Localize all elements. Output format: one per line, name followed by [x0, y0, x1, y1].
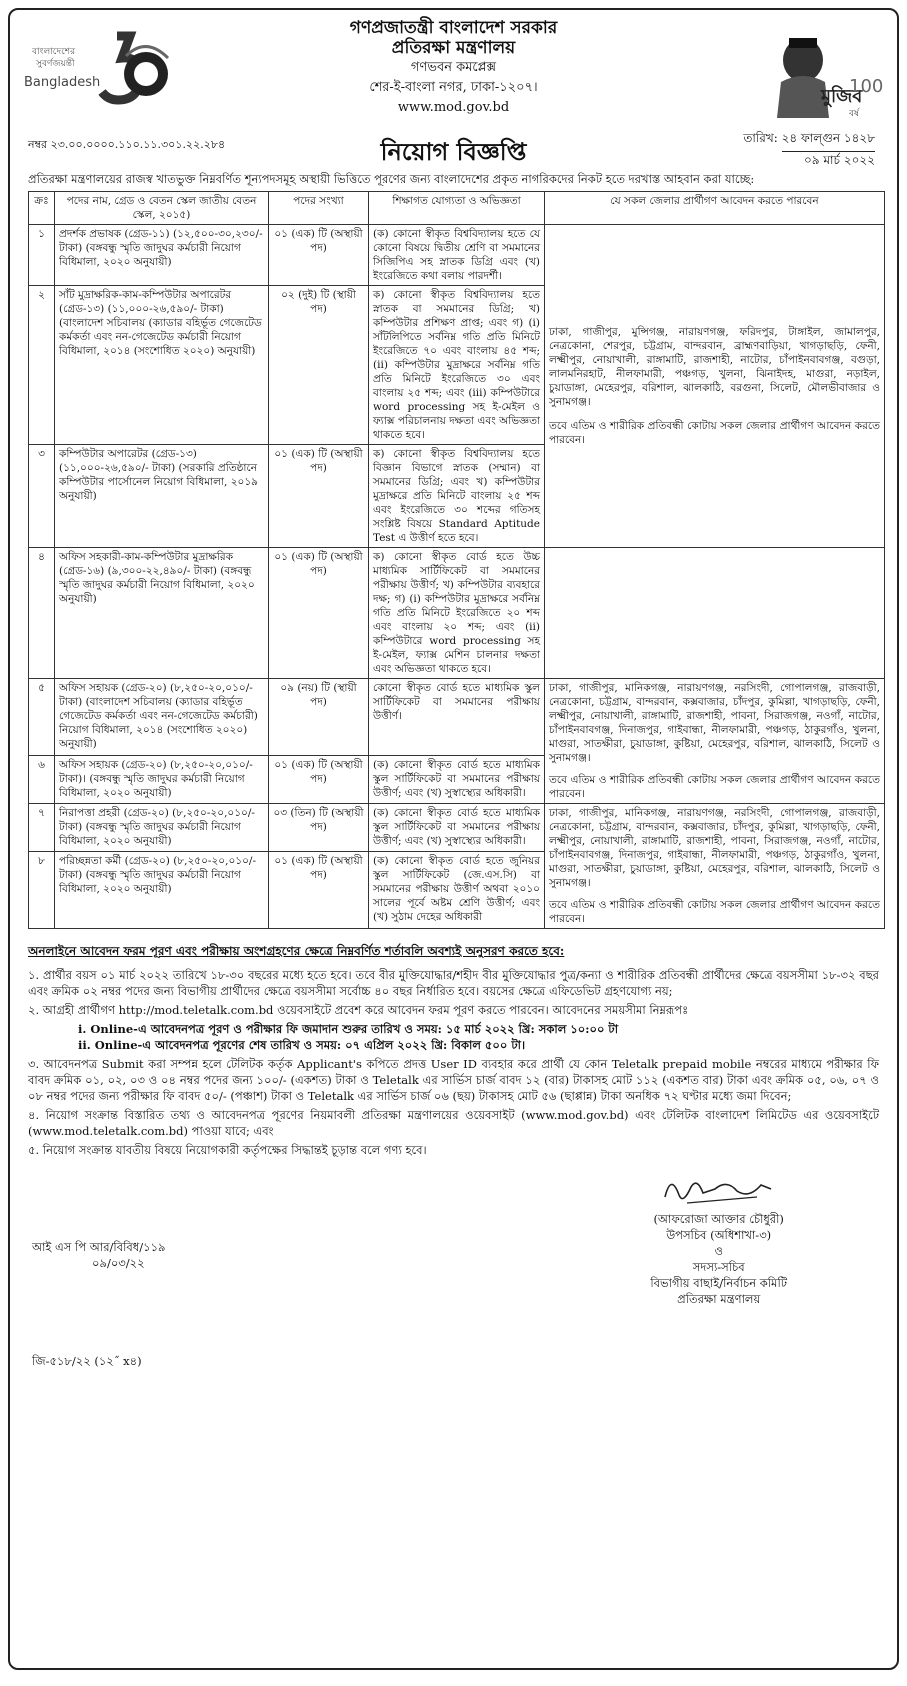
- mujib-sub: বর্ষ: [849, 109, 859, 119]
- memo-row: [10, 130, 897, 172]
- website: www.mod.gov.bd: [397, 100, 510, 115]
- mujib-text: মুজিব: [821, 86, 863, 107]
- table-row: [29, 548, 885, 679]
- row-post: প্রদর্শক প্রভাষক (গ্রেড-১১) (১২,৫০০-৩০,২৩০/- টাকা) (বঙ্গবন্ধু স্মৃতি জাদুঘর কর্মচারী নিয়োগ বিধিমালা, ২০২০ অনুযায়ী): [55, 225, 269, 286]
- row-serial: ৮: [29, 852, 55, 929]
- districts-list-b: ঢাকা, গাজীপুর, মানিকগঞ্জ, নারায়ণগঞ্জ, নরসিংদী, গোপালগঞ্জ, রাজবাড়ী, নেত্রকোনা, চট্টগ্রাম, বান্দরবান, কক্সবাজার, চাঁদপুর, কুমিল্লা, খাগড়াছড়ি, ফেনী, লক্ষ্মীপুর, নোয়াখালী, রাঙ্গামাটি, রাজশাহী, পাবনা, সিরাজগঞ্জ, নওগাঁ, নাটোর, চাঁপাইনবাবগঞ্জ, দিনাজপুর, গাইবান্ধা, নীলফামারী, পঞ্চগড়, ঠাকুরগাঁও, খুলনা, মাগুরা, সাতক্ষীরা, চুয়াডাঙ্গা, কুষ্টিয়া, মেহেরপুর, বরিশাল, ঝালকাঠি, সিলেট ও সুনামগঞ্জ।: [549, 682, 880, 764]
- header: [10, 10, 897, 130]
- signatory-role-1: সদস্য-সচিব: [692, 1260, 745, 1274]
- condition-2-i: i. Online-এ আবেদনপত্র পূরণ ও পরীক্ষার ফি জমাদান শুরুর তারিখ ও সময়: ১৫ মার্চ ২০২২ খ্রি: সকাল ১০:০০ টা: [78, 1022, 619, 1036]
- mujib-number: 100: [849, 76, 883, 97]
- row-count: ০১ (এক) টি (অস্থায়ী পদ): [269, 852, 369, 929]
- row-count: ০২ (দুই) টি (স্থায়ী পদ): [269, 286, 369, 445]
- table-header-row: [29, 192, 885, 225]
- districts-cell-c: [545, 804, 885, 929]
- condition-1: ১. প্রার্থীর বয়স ০১ মার্চ ২০২২ তারিখে ১৮-৩০ বছরের মধ্যে হতে হবে। তবে বীর মুক্তিযোদ্ধার/শহীদ বীর মুক্তিযোদ্ধার পুত্র/কন্যা ও শারীরিক প্রতিবন্ধী প্রার্থীদের ক্ষেত্রে বয়সসীমা ১৮-৩২ বছর এবং ক্রমিক ০২ নম্বর পদের জন্য বিভাগীয় প্রার্থীদের ক্ষেত্রে বয়সসীমা সর্বোচ্চ ৪০ বছর নির্ধারিত হবে। বয়সের ক্ষেত্রে এফিডেভিট গ্রহণযোগ্য নয়;: [28, 968, 879, 998]
- memo-number: নম্বর ২৩.০০.০০০০.১১০.১১.৩০১.২২.২৮৪: [28, 138, 226, 151]
- signature-image: [657, 1167, 777, 1213]
- row-post: পরিচ্ছন্নতা কর্মী (গ্রেড-২০) (৮,২৫০-২০,০১০/- টাকা) (বঙ্গবন্ধু স্মৃতি জাদুঘর কর্মচারী নিয়োগ বিধিমালা, ২০২০ অনুযায়ী): [55, 852, 269, 929]
- row-serial: ৬: [29, 755, 55, 803]
- row-post: নিরাপত্তা প্রহরী (গ্রেড-২০) (৮,২৫০-২০,০১০/- টাকা) (বঙ্গবন্ধু স্মৃতি জাদুঘর কর্মচারী নিয়োগ বিধিমালা, ২০২০ অনুযায়ী): [55, 804, 269, 852]
- condition-3: ৩. আবেদনপত্র Submit করা সম্পন্ন হলে টেলিটক কর্তৃক Applicant's কপিতে প্রদত্ত User ID ব্যবহার করে প্রার্থী যে কোন Teletalk prepaid mobile নম্বরের মাধ্যমে পরীক্ষার ফি বাবদ ক্রমিক ০১, ০২, ০৩ ও ০৪ নম্বর পদের জন্য ১০০/- (একশত) টাকা ও Teletalk এর সার্ভিস চার্জ বাবদ ১২ (বার) টাকাসহ মোট ১১২ (একশত বার) টাকা এবং ক্রমিক ০৫, ০৬, ০৭ ও ০৮ নম্বর পদের জন্য পরীক্ষার ফি বাবদ ৫০/- (পঞ্চাশ) টাকা ও Teletalk এর সার্ভিস চার্জ ০৬ (ছয়) টাকাসহ মোট ৫৬ (ছাপ্পান্ন) টাকা অনধিক ৭২ ঘণ্টার মধ্যে জমা দিবেন;: [28, 1057, 879, 1103]
- table-row: [29, 225, 885, 286]
- row-count: ০১ (এক) টি (অস্থায়ী পদ): [269, 225, 369, 286]
- signatory-role-2: বিভাগীয় বাছাই/নির্বাচন কমিটি: [650, 1276, 787, 1290]
- golden-jubilee-logo: [22, 28, 172, 108]
- row-qualification: (ক) কোনো স্বীকৃত বিশ্ববিদ্যালয় হতে যে কোনো বিষয়ে দ্বিতীয় শ্রেণি বা সমমানের সিজিপিএ সহ স্নাতক ডিগ্রি এবং (খ) ইংরেজিতে কথা বলায় পারদর্শী।: [369, 225, 545, 286]
- row-qualification: ক) কোনো স্বীকৃত বিশ্ববিদ্যালয় হতে স্নাতক বা সমমানের ডিগ্রি; খ) কম্পিউটার প্রশিক্ষণ প্রাপ্ত; এবং গ) (i) সাঁটলিপিতে সর্বনিম্ন গতি প্রতি মিনিটে ইংরেজিতে ৭০ এবং বাংলায় ৪৫ শব্দ; (ii) কম্পিউটার মুদ্রাক্ষরে সর্বনিম্ন গতি প্রতি মিনিটে ইংরেজিতে ৩০ এবং বাংলায় ২৫ শব্দ; এবং (iii) কম্পিউটারে word processing সহ ই-মেইল ও ফ্যাক্স পরিচালনায় দক্ষতা এবং অভিজ্ঞতা থাকতে হবে।: [369, 286, 545, 445]
- row-qualification: (ক) কোনো স্বীকৃত বোর্ড হতে মাধ্যমিক স্কুল সার্টিফিকেট বা সমমানের পরীক্ষায় উত্তীর্ণ; এবং (খ) সুস্বাস্থ্যের অধিকারী।: [369, 804, 545, 852]
- gazette-code: জি-৫১৮/২২ (১২˝ x৪): [32, 1354, 142, 1368]
- address: শের-ই-বাংলা নগর, ঢাকা-১২০৭।: [369, 80, 538, 95]
- row-count: ০৯ (নয়) টি (স্থায়ী পদ): [269, 679, 369, 756]
- condition-2: ২. আগ্রহী প্রার্থীগণ http://mod.teletalk.com.bd ওয়েবসাইটে প্রবেশ করে আবেদন ফরম পূরণ করতে পারবেন। আবেদনের সময়সীমা নিম্নরূপঃ: [28, 1003, 689, 1017]
- vacancy-table: [28, 191, 885, 929]
- row-post: সাঁট মুদ্রাক্ষরিক-কাম-কম্পিউটার অপারেটর (গ্রেড-১৩) (১১,০০০-২৬,৫৯০/- টাকা) (বাংলাদেশ সচিবালয় (ক্যাডার বহির্ভূত গেজেটেড কর্মকর্তা এবং নন-গেজেটেড কর্মচারী নিয়োগ বিধিমালা, ২০১৪ (সংশোধিত ২০২০) অনুযায়ী): [55, 286, 269, 445]
- intro-text: প্রতিরক্ষা মন্ত্রণালয়ের রাজস্ব খাতভুক্ত নিম্নবর্ণিত শূন্যপদসমূহ অস্থায়ী ভিত্তিতে পূরণের জন্য বাংলাদেশের প্রকৃত নাগরিকদের নিকট হতে দরখাস্ত আহবান করা যাচ্ছে:: [28, 172, 755, 186]
- row-count: ০৩ (তিন) টি (অস্থায়ী পদ): [269, 804, 369, 852]
- table-row: [29, 804, 885, 852]
- logo-text-3: Bangladesh: [24, 75, 101, 90]
- header-post: পদের নাম, গ্রেড ও বেতন স্কেল জাতীয় বেতন স্কেল, ২০১৫): [55, 192, 269, 225]
- row-serial: ১: [29, 225, 55, 286]
- row-qualification: ক) কোনো স্বীকৃত বোর্ড হতে উচ্চ মাধ্যমিক সার্টিফিকেট বা সমমানের পরীক্ষায় উত্তীর্ণ; খ) কম্পিউটার ব্যবহারে দক্ষ; গ) (i) কম্পিউটার মুদ্রাক্ষরে সর্বনিম্ন গতি প্রতি মিনিটে ইংরেজিতে ২০ শব্দ এবং বাংলায় ২০ শব্দ; এবং (ii) কম্পিউটারে word processing সহ ই-মেইল, ফ্যাক্স মেশিন চালনার দক্ষতা এবং অভিজ্ঞতা থাকতে হবে।: [369, 548, 545, 679]
- complex-name: গণভবন কমপ্লেক্স: [410, 60, 497, 75]
- row-serial: ২: [29, 286, 55, 445]
- ispr-reference: [32, 1239, 166, 1271]
- quota-note-a: তবে এতিম ও শারীরিক প্রতিবন্ধী কোটায় সকল জেলার প্রার্থীগণ আবেদন করতে পারবেন।: [549, 420, 880, 446]
- table-row: [29, 679, 885, 756]
- row-post: অফিস সহায়ক (গ্রেড-২০) (৮,২৫০-২০,০১০/- টাকা) (বাংলাদেশ সচিবালয় (ক্যাডার বহির্ভূত গেজেটেড কর্মকর্তা এবং নন-গেজেটেড কর্মচারী) নিয়োগ বিধিমালা, ২০১৪ (সংশোধিত ২০২০) অনুযায়ী): [55, 679, 269, 756]
- header-serial: ক্রঃ: [29, 192, 55, 225]
- row-qualification: (ক) কোনো স্বীকৃত বোর্ড হতে মাধ্যমিক স্কুল সার্টিফিকেট বা সমমানের পরীক্ষায় উত্তীর্ণ; এবং (খ) সুস্বাস্থ্যের অধিকারী।: [369, 755, 545, 803]
- government-name: গণপ্রজাতন্ত্রী বাংলাদেশ সরকার: [349, 18, 558, 38]
- header-qualification: শিক্ষাগত যোগ্যতা ও অভিজ্ঞতা: [369, 192, 545, 225]
- row-post: কম্পিউটার অপারেটর (গ্রেড-১৩) (১১,০০০-২৬,৫৯০/- টাকা) (সরকারি প্রতিষ্ঠানে কম্পিউটার পার্সোনেল নিয়োগ বিধিমালা, ২০১৯ অনুযায়ী): [55, 445, 269, 548]
- page-title: নিয়োগ বিজ্ঞপ্তি: [380, 137, 527, 166]
- date-english: ০৯ মার্চ ২০২২: [803, 153, 875, 167]
- row-qualification: কোনো স্বীকৃত বোর্ড হতে মাধ্যমিক স্কুল সার্টিফিকেট বা সমমানের পরীক্ষায় উত্তীর্ণ।: [369, 679, 545, 756]
- date-bangla: ২৪ ফাল্গুন ১৪২৮: [782, 130, 875, 152]
- row-count: ০১ (এক) টি (অস্থায়ী পদ): [269, 445, 369, 548]
- ispr-ref-number: আই এস পি আর/বিবিধ/১১৯: [32, 1240, 166, 1254]
- districts-cell-empty: [545, 548, 885, 679]
- quota-note-b: তবে এতিম ও শারীরিক প্রতিবন্ধী কোটায় সকল জেলার প্রার্থীগণ আবেদন করতে পারবেন।: [549, 774, 880, 800]
- header-count: পদের সংখ্যা: [269, 192, 369, 225]
- date-block: [743, 130, 875, 172]
- row-serial: ৭: [29, 804, 55, 852]
- conditions-list: [28, 967, 879, 1158]
- condition-5: ৫. নিয়োগ সংক্রান্ত যাবতীয় বিষয়ে নিয়োগকারী কর্তৃপক্ষের সিদ্ধান্তই চূড়ান্ত বলে গণ্য হবে।: [28, 1143, 427, 1157]
- districts-list-a: ঢাকা, গাজীপুর, মুন্সিগঞ্জ, নারায়ণগঞ্জ, ফরিদপুর, টাঙ্গাইল, জামালপুর, নেত্রকোনা, শেরপুর, চট্টগ্রাম, বান্দরবান, ব্রাহ্মণবাড়িয়া, খাগড়াছড়ি, ফেনী, লক্ষ্মীপুর, নোয়াখালী, রাঙ্গামাটি, রাজশাহী, নাটোর, চাঁপাইনবাবগঞ্জ, বগুড়া, লালমনিরহাট, নীলফামারী, পঞ্চগড়, খুলনা, ঝিনাইদহ, মাগুরা, নড়াইল, চুয়াডাঙ্গা, মেহেরপুর, বরিশাল, ঝালকাঠি, বরগুনা, সিলেট, মৌলভীবাজার ও সুনামগঞ্জ।: [549, 326, 880, 408]
- ministry-name: প্রতিরক্ষা মন্ত্রণালয়: [391, 38, 516, 58]
- footer: [10, 1161, 897, 1381]
- condition-2-ii: ii. Online-এ আবেদনপত্র পূরণের শেষ তারিখ ও সময়: ০৭ এপ্রিল ২০২২ খ্রি: বিকাল ৫০০ টা।: [78, 1038, 526, 1052]
- row-post: অফিস সহকারী-কাম-কম্পিউটার মুদ্রাক্ষরিক (গ্রেড-১৬) (৯,৩০০-২২,৪৯০/- টাকা) (বঙ্গবন্ধু স্মৃতি জাদুঘর কর্মচারী নিয়োগ বিধিমালা, ২০২০ অনুযায়ী): [55, 548, 269, 679]
- quota-note-c: তবে এতিম ও শারীরিক প্রতিবন্ধী কোটায় সকল জেলার প্রার্থীগণ আবেদন করতে পারবেন।: [549, 899, 880, 925]
- signature-block: [650, 1211, 787, 1307]
- signatory-title: উপসচিব (অধিশাখা-৩): [666, 1228, 772, 1242]
- districts-cell-a: [545, 225, 885, 548]
- row-qualification: ক) কোনো স্বীকৃত বিশ্ববিদ্যালয় হতে বিজ্ঞান বিভাগে স্নাতক (সম্মান) বা সমমানের ডিগ্রি; এবং খ) কম্পিউটার মুদ্রাক্ষরে প্রতি মিনিটে বাংলায় ২৫ শব্দ এবং ইংরেজিতে ৩০ শব্দের গতিসহ সংশ্লিষ্ট বিষয়ে Standard Aptitude Test এ উত্তীর্ণ হতে হবে।: [369, 445, 545, 548]
- notice-page: [8, 8, 899, 1670]
- mujib-100-logo: [763, 32, 883, 122]
- row-post: অফিস সহায়ক (গ্রেড-২০) (৮,২৫০-২০,০১০/- টাকা)। (বঙ্গবন্ধু স্মৃতি জাদুঘর কর্মচারী নিয়োগ বিধিমালা, ২০২০ অনুযায়ী): [55, 755, 269, 803]
- logo-text-2: সুবর্ণজয়ন্তী: [36, 59, 75, 69]
- condition-4: ৪. নিয়োগ সংক্রান্ত বিস্তারিত তথ্য ও আবেদনপত্র পূরণের নিয়মাবলী প্রতিরক্ষা মন্ত্রণালয়ের ওয়েবসাইট (www.mod.gov.bd) এবং টেলিটক বাংলাদেশ লিমিটেড এর ওয়েবসাইটে (www.mod.teletalk.com.bd) পাওয়া যাবে; এবং: [28, 1108, 879, 1138]
- signatory-name: (আফরোজা আক্তার চৌধুরী): [653, 1212, 784, 1226]
- ispr-ref-date: ০৯/০৩/২২: [92, 1256, 145, 1270]
- districts-cell-b: [545, 679, 885, 804]
- row-serial: ৪: [29, 548, 55, 679]
- row-serial: ৫: [29, 679, 55, 756]
- row-qualification: (ক) কোনো স্বীকৃত বোর্ড হতে জুনিয়র স্কুল সার্টিফিকেট (জে.এস.সি) বা সমমানের পরীক্ষায় উত্তীর্ণ অথবা ২০১০ সালের পূর্বে অষ্টম শ্রেণি উত্তীর্ণ; এবং (খ) সুঠাম দেহের অধিকারী: [369, 852, 545, 929]
- logo-text-1: বাংলাদেশের: [32, 47, 76, 57]
- signatory-and: ও: [714, 1244, 723, 1258]
- districts-list-c: ঢাকা, গাজীপুর, মানিকগঞ্জ, নারায়ণগঞ্জ, নরসিংদী, গোপালগঞ্জ, রাজবাড়ী, নেত্রকোনা, চট্টগ্রাম, বান্দরবান, কক্সবাজার, চাঁদপুর, কুমিল্লা, খাগড়াছড়ি, ফেনী, লক্ষ্মীপুর, নোয়াখালী, রাঙ্গামাটি, রাজশাহী, পাবনা, সিরাজগঞ্জ, নওগাঁ, নাটোর, চাঁপাইনবাবগঞ্জ, দিনাজপুর, গাইবান্ধা, নীলফামারী, পঞ্চগড়, ঠাকুরগাঁও, খুলনা, মাগুরা, সাতক্ষীরা, চুয়াডাঙ্গা, কুষ্টিয়া, মেহেরপুর, বরিশাল, ঝালকাঠি, সিলেট ও সুনামগঞ্জ।: [549, 807, 880, 889]
- header-districts: যে সকল জেলার প্রার্থীগণ আবেদন করতে পারবেন: [545, 192, 885, 225]
- date-label: তারিখ:: [743, 131, 778, 145]
- row-count: ০১ (এক) টি (অস্থায়ী পদ): [269, 548, 369, 679]
- row-serial: ৩: [29, 445, 55, 548]
- signatory-role-3: প্রতিরক্ষা মন্ত্রণালয়: [677, 1292, 761, 1306]
- conditions-title: অনলাইনে আবেদন ফরম পূরণ এবং পরীক্ষায় অংশগ্রহণের ক্ষেত্রে নিম্নবর্ণিত শর্তাবলি অবশ্যই অনুসরণ করতে হবে:: [28, 944, 565, 958]
- header-text: [200, 18, 707, 118]
- row-count: ০১ (এক) টি (অস্থায়ী পদ): [269, 755, 369, 803]
